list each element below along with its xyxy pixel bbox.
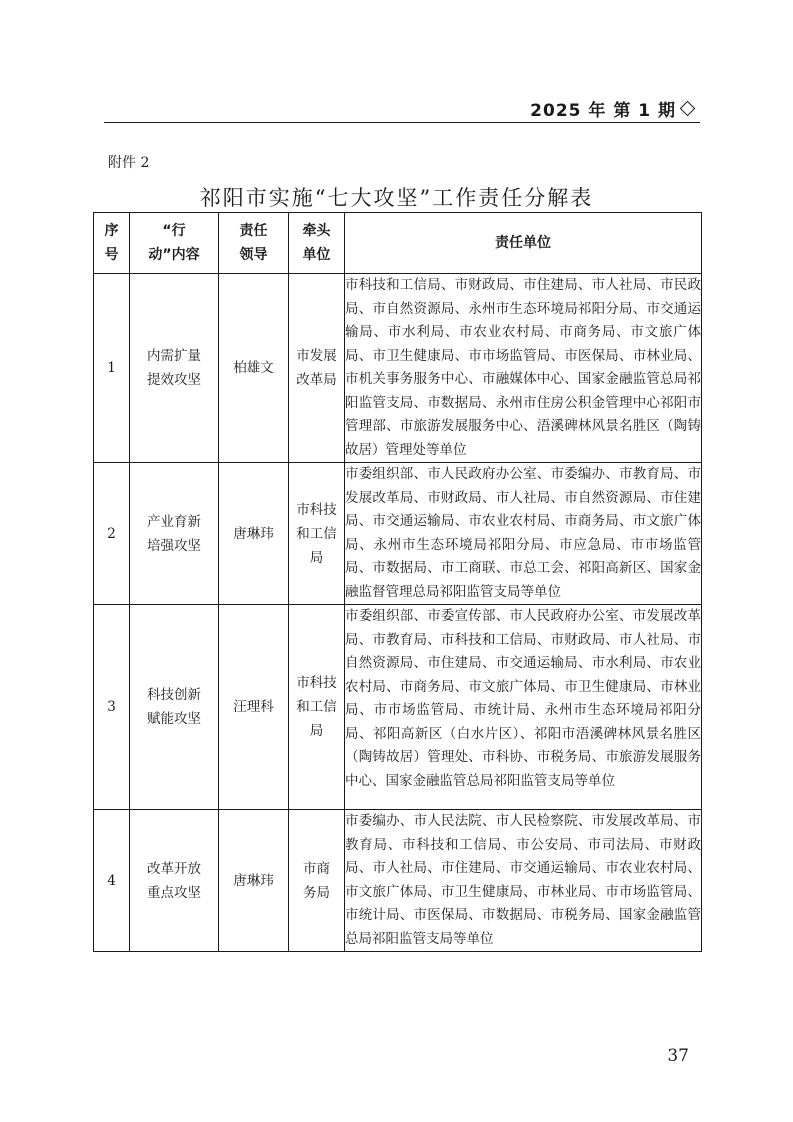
row-lead-unit: 市科技和工信局 bbox=[289, 463, 345, 605]
header-units: 责任单位 bbox=[345, 213, 702, 274]
row-leader: 柏雄文 bbox=[219, 274, 289, 463]
page-number: 37 bbox=[667, 1046, 689, 1066]
row-no: 1 bbox=[94, 274, 130, 463]
row-leader: 唐琳玮 bbox=[219, 463, 289, 605]
responsibility-table bbox=[93, 212, 702, 952]
header-lead-unit: 牵头单位 bbox=[289, 213, 345, 274]
diamond-icon bbox=[680, 101, 696, 117]
issue-text: 2025 年 第 1 期 bbox=[530, 101, 676, 121]
table-header-row bbox=[94, 213, 702, 274]
table-row bbox=[94, 274, 702, 463]
header-rule bbox=[104, 122, 700, 123]
table-row bbox=[94, 463, 702, 605]
row-content: 科技创新赋能攻坚 bbox=[130, 605, 219, 810]
row-leader: 汪理科 bbox=[219, 605, 289, 810]
table-row bbox=[94, 605, 702, 810]
row-units: 市委组织部、市人民政府办公室、市委编办、市教育局、市发展改革局、市财政局、市人社局、市自然资源局、市住建局、市交通运输局、市农业农村局、市商务局、市文旅广体局、永州市生态环境局祁阳分局、市应急局、市市场监管局、市数据局、市工商联、市总工会、祁阳高新区、国家金融监督管理总局祁阳监管支局等单位 bbox=[345, 463, 702, 605]
attachment-label: 附件 2 bbox=[108, 155, 150, 171]
row-no: 3 bbox=[94, 605, 130, 810]
row-units: 市委组织部、市委宣传部、市人民政府办公室、市发展改革局、市教育局、市科技和工信局、市财政局、市人社局、市自然资源局、市住建局、市交通运输局、市水利局、市农业农村局、市商务局、市文旅广体局、市卫生健康局、市林业局、市市场监管局、市统计局、永州市生态环境局祁阳分局、祁阳高新区（白水片区）、祁阳市浯溪碑林风景名胜区（陶铸故居）管理处、市科协、市税务局、市旅游发展服务中心、国家金融监管总局祁阳监管支局等单位 bbox=[345, 605, 702, 810]
row-content: 产业育新培强攻坚 bbox=[130, 463, 219, 605]
row-units: 市委编办、市人民法院、市人民检察院、市发展改革局、市教育局、市科技和工信局、市公安局、市司法局、市财政局、市人社局、市住建局、市交通运输局、市农业农村局、市文旅广体局、市卫生健康局、市林业局、市市场监管局、市统计局、市医保局、市数据局、市税务局、国家金融监管总局祁阳监管支局等单位 bbox=[345, 810, 702, 952]
row-lead-unit: 市科技和工信局 bbox=[289, 605, 345, 810]
row-content: 改革开放重点攻坚 bbox=[130, 810, 219, 952]
header-no: 序号 bbox=[94, 213, 130, 274]
row-leader: 唐琳玮 bbox=[219, 810, 289, 952]
table-row bbox=[94, 810, 702, 952]
header-content: “行动”内容 bbox=[130, 213, 219, 274]
row-units: 市科技和工信局、市财政局、市住建局、市人社局、市民政局、市自然资源局、永州市生态环境局祁阳分局、市交通运输局、市水利局、市农业农村局、市商务局、市文旅广体局、市卫生健康局、市市场监管局、市医保局、市林业局、市机关事务服务中心、市融媒体中心、国家金融监管总局祁阳监管支局、市数据局、永州市住房公积金管理中心祁阳市管理部、市旅游发展服务中心、浯溪碑林风景名胜区（陶铸故居）管理处等单位 bbox=[345, 274, 702, 463]
row-no: 2 bbox=[94, 463, 130, 605]
issue-label bbox=[530, 96, 693, 121]
row-lead-unit: 市商务局 bbox=[289, 810, 345, 952]
row-content: 内需扩量提效攻坚 bbox=[130, 274, 219, 463]
document-title: 祁阳市实施“七大攻坚”工作责任分解表 bbox=[199, 186, 594, 210]
header-leader: 责任领导 bbox=[219, 213, 289, 274]
row-no: 4 bbox=[94, 810, 130, 952]
row-lead-unit: 市发展改革局 bbox=[289, 274, 345, 463]
